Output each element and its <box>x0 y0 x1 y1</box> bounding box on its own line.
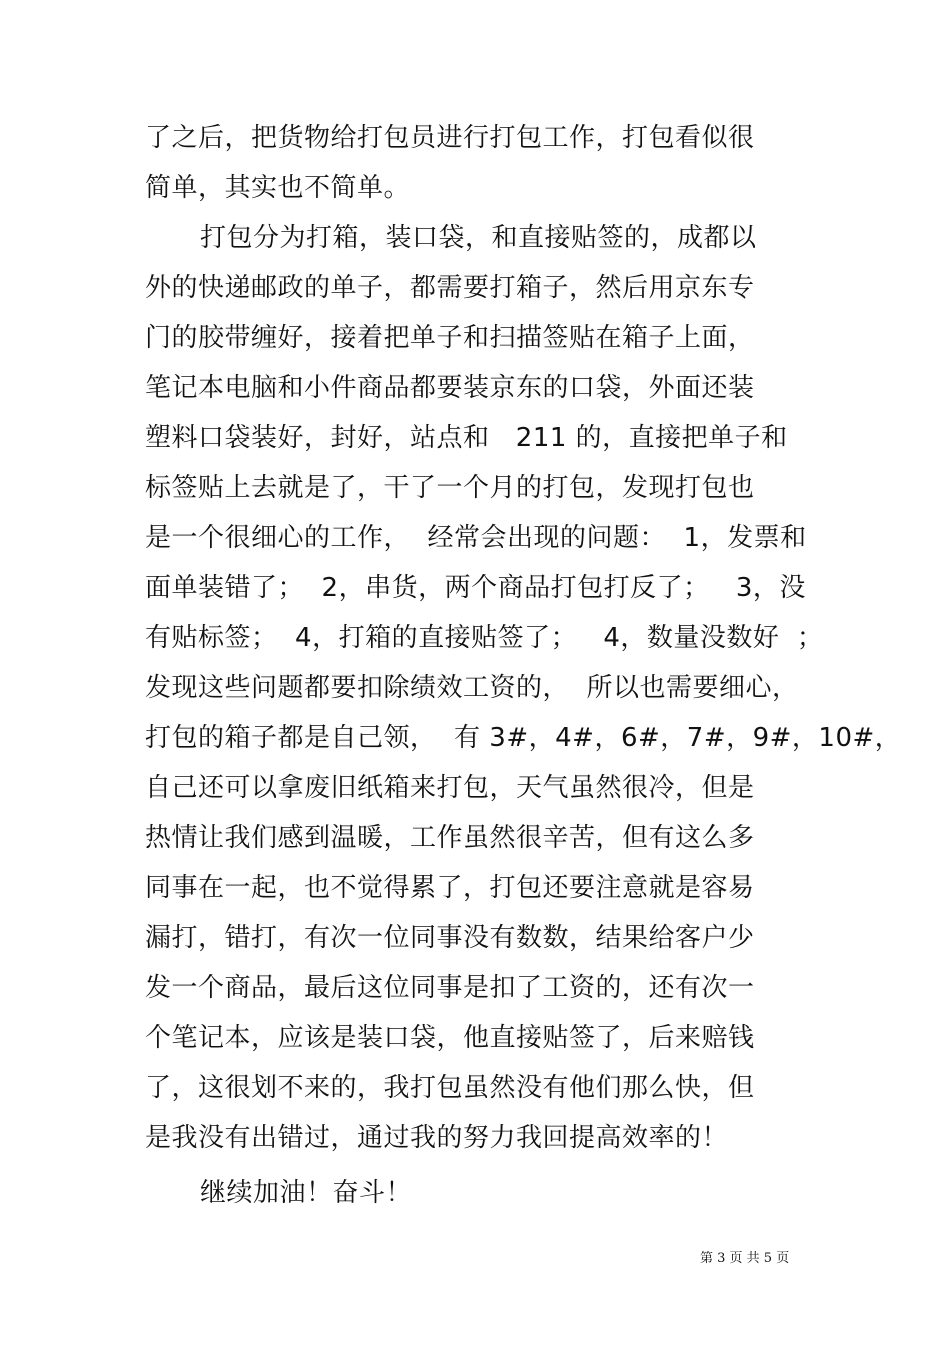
text-line: 简单，其实也不简单。 <box>145 173 411 203</box>
text-line: 个笔记本，应该是装口袋，他直接贴签了，后来赔钱 <box>145 1023 755 1053</box>
text-line: 发一个商品，最后这位同事是扣了工资的，还有次一 <box>145 973 755 1003</box>
text-line: 门的胶带缠好，接着把单子和扫描签贴在箱子上面， <box>145 323 755 353</box>
paragraph-start-line: 打包分为打箱，装口袋，和直接贴签的，成都以 <box>200 223 757 253</box>
text-line: 是我没有出错过，通过我的努力我回提高效率的！ <box>145 1123 729 1153</box>
text-line: 标签贴上去就是了，干了一个月的打包，发现打包也 <box>145 473 755 503</box>
closing-line: 继续加油！奋斗！ <box>200 1178 413 1208</box>
text-line: 有贴标签； 4，打箱的直接贴签了； 4，数量没数好 ； <box>145 623 824 653</box>
text-line: 了之后，把货物给打包员进行打包工作，打包看似很 <box>145 123 755 153</box>
text-line: 自己还可以拿废旧纸箱来打包，天气虽然很冷，但是 <box>145 773 755 803</box>
text-line: 同事在一起，也不觉得累了，打包还要注意就是容易 <box>145 873 755 903</box>
text-line: 热情让我们感到温暖，工作虽然很辛苦，但有这么多 <box>145 823 755 853</box>
text-line: 了，这很划不来的，我打包虽然没有他们那么快，但 <box>145 1073 755 1103</box>
text-line: 面单装错了； 2，串货，两个商品打包打反了； 3，没 <box>145 573 806 603</box>
text-line: 是一个很细心的工作， 经常会出现的问题： 1，发票和 <box>145 523 807 553</box>
text-line: 打包的箱子都是自己领， 有 3#，4#，6#，7#，9#，10#， <box>145 723 902 753</box>
text-line: 外的快递邮政的单子，都需要打箱子，然后用京东专 <box>145 273 755 303</box>
text-line: 笔记本电脑和小件商品都要装京东的口袋，外面还装 <box>145 373 755 403</box>
text-line: 塑料口袋装好，封好，站点和 211 的，直接把单子和 <box>145 423 788 453</box>
page-number-footer: 第 3 页 共 5 页 <box>700 1251 790 1266</box>
text-line: 发现这些问题都要扣除绩效工资的， 所以也需要细心， <box>145 673 799 703</box>
text-line: 漏打，错打，有次一位同事没有数数，结果给客户少 <box>145 923 755 953</box>
